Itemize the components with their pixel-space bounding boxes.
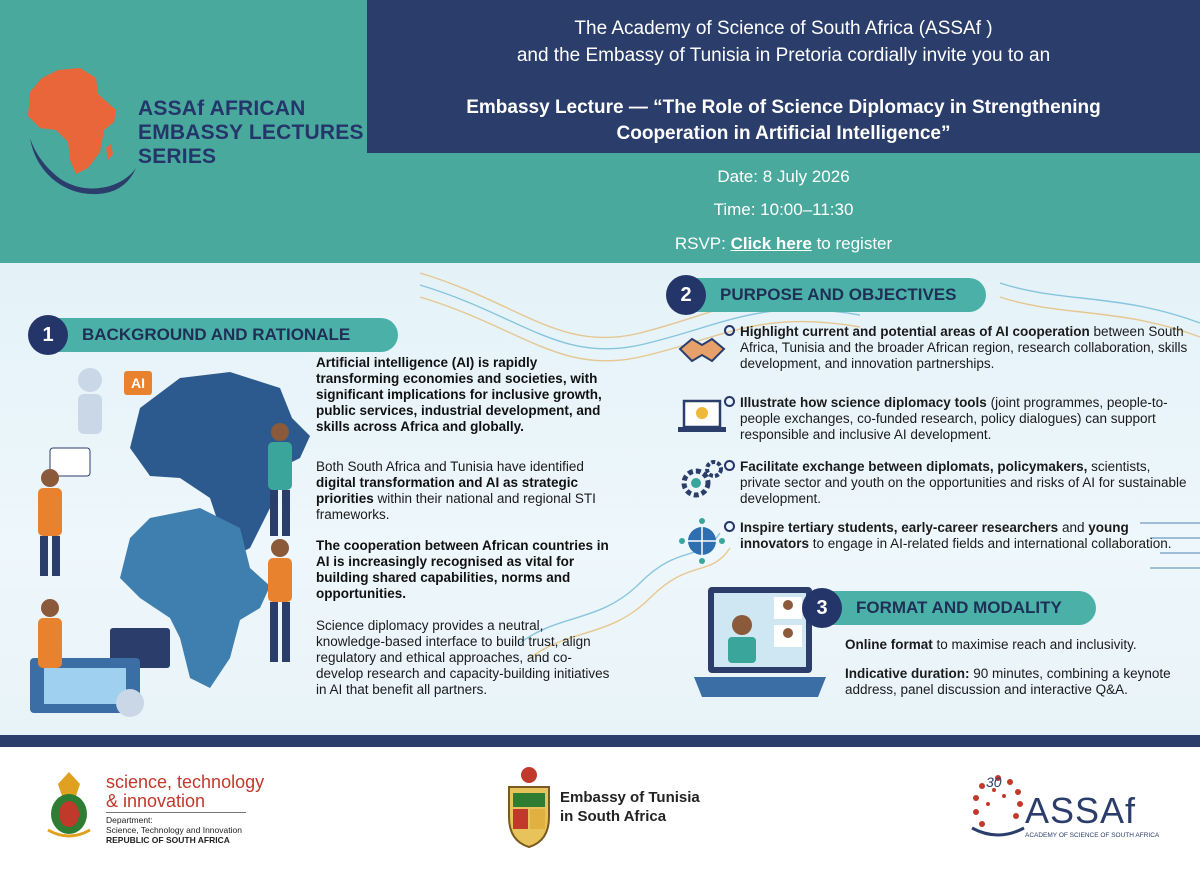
dsi-logo-text	[106, 773, 264, 811]
section-2-number: 2	[666, 275, 706, 315]
tunisia-line-2: in South Africa	[560, 808, 667, 825]
background-p2-b: digital transformation and AI as strategic priorities	[316, 475, 579, 506]
objective-3-bullet	[724, 460, 735, 471]
format-2-bold: Indicative duration:	[845, 666, 970, 681]
dsi-dept-name: Science, Technology and Innovation	[106, 825, 242, 835]
objective-1-bullet	[724, 325, 735, 336]
africa-series-logo	[18, 64, 138, 209]
objective-4-bullet	[724, 521, 735, 532]
objective-1-text: between South Africa, Tunisia and the broader African region, research collaboration, skills development, and innovation partnerships.	[740, 324, 1188, 371]
objective-4	[740, 520, 1190, 552]
objective-2-text: (joint programmes, people-to-people exchanges, co-funded research, policy dialogues) can support responsible and inclusive AI development.	[740, 395, 1168, 442]
objective-2	[740, 395, 1190, 443]
background-paragraph-1	[316, 355, 616, 435]
invitation-line-2: and the Embassy of Tunisia in Pretoria cordially invite you to an	[516, 45, 1051, 66]
laptop-idea-icon	[676, 393, 728, 439]
background-p3-text: The cooperation between African countries in AI is increasingly recognised as vital for building shared capabilities, norms and opportunities.	[316, 538, 609, 601]
background-p4-text: Science diplomacy provides a neutral, knowledge-based interface to build trust, align regulatory and ethical approaches, and co-develop research and capacity-building initiatives in AI that benefit all partners.	[316, 618, 610, 697]
format-1-text: to maximise reach and inclusivity.	[932, 637, 1137, 652]
tunisia-coat-of-arms-logo	[503, 765, 555, 849]
section-1-number: 1	[28, 315, 68, 355]
background-p2-a: Both South Africa and Tunisia have identified	[316, 459, 584, 474]
objective-4-and: and	[1058, 520, 1089, 535]
format-2-text: 90 minutes, combining a keynote address, panel discussion and interactive Q&A.	[845, 666, 1171, 697]
infographic	[0, 263, 1200, 735]
header-band	[0, 0, 1200, 263]
assaf-subtitle: ACADEMY OF SCIENCE OF SOUTH AFRICA	[1025, 832, 1160, 839]
lecture-title-line-2: Cooperation in Artificial Intelligence”	[616, 123, 951, 144]
objective-2-bold: Illustrate how science diplomacy tools	[740, 395, 987, 410]
objective-1	[740, 324, 1190, 372]
objective-3-text: scientists, private sector and youth on the opportunities and risks of AI for sustainable development.	[740, 459, 1187, 506]
objective-4-text: to engage in AI-related fields and international collaboration.	[809, 536, 1172, 551]
south-africa-coat-of-arms-logo	[40, 770, 98, 840]
section-1-title: BACKGROUND AND RATIONALE	[82, 325, 351, 344]
dsi-dept-label: Department:	[106, 815, 153, 825]
format-line-1	[845, 637, 1175, 653]
tunisia-line-1: Embassy of Tunisia	[560, 789, 700, 806]
series-line-1: ASSAf AFRICAN	[138, 97, 306, 120]
rsvp-line	[367, 234, 1200, 254]
tunisia-embassy-text	[560, 788, 700, 826]
assaf-logo-text: ASSAf	[1025, 790, 1137, 831]
gears-icon	[676, 457, 728, 503]
section-3-title: FORMAT AND MODALITY	[856, 598, 1062, 617]
format-line-2	[845, 666, 1175, 698]
section-1-heading	[32, 318, 398, 352]
section-2-heading	[670, 278, 986, 312]
section-2-title: PURPOSE AND OBJECTIVES	[720, 285, 957, 304]
globe-network-icon	[676, 518, 728, 564]
objective-3-bold: Facilitate exchange between diplomats, policymakers,	[740, 459, 1088, 474]
section-3-heading	[806, 591, 1096, 625]
dsi-line-2: & innovation	[106, 791, 206, 811]
section-3-number: 3	[802, 588, 842, 628]
event-date: Date: 8 July 2026	[717, 167, 850, 186]
format-1-bold: Online format	[845, 637, 933, 652]
series-logo-text	[138, 97, 364, 169]
rsvp-register-link[interactable]: Click here	[730, 234, 812, 253]
background-paragraph-3	[316, 538, 616, 602]
series-line-3: SERIES	[138, 145, 217, 168]
africa-ai-illustration	[30, 358, 320, 728]
background-p1-text: Artificial intelligence (AI) is rapidly transforming economies and societies, with significant implications for inclusive growth, public services, industrial development, and skills across Africa and globally.	[316, 355, 602, 434]
invitation-panel	[367, 0, 1200, 153]
rsvp-prefix: RSVP:	[674, 234, 731, 253]
divider-band	[0, 735, 1200, 747]
event-time: Time: 10:00–11:30	[713, 200, 854, 219]
objective-1-bold: Highlight current and potential areas of AI cooperation	[740, 324, 1090, 339]
dsi-department	[106, 812, 246, 845]
objective-4-bold-2: young innovators	[740, 520, 1129, 551]
dsi-line-1: science, technology	[106, 772, 265, 792]
handshake-icon	[676, 327, 728, 373]
invitation-line-1: The Academy of Science of South Africa (ASSAf )	[574, 18, 993, 39]
series-line-2: EMBASSY LECTURES	[138, 121, 364, 144]
objective-2-bullet	[724, 396, 735, 407]
ai-badge: AI	[124, 371, 152, 395]
rsvp-suffix: to register	[811, 234, 893, 253]
objective-3	[740, 459, 1190, 507]
objective-4-bold-1: Inspire tertiary students, early-career researchers	[740, 520, 1059, 535]
dsi-country: REPUBLIC OF SOUTH AFRICA	[106, 835, 230, 845]
background-p2-c: within their national and regional STI frameworks.	[316, 491, 596, 522]
background-paragraph-4	[316, 618, 616, 698]
background-paragraph-2	[316, 459, 616, 523]
lecture-title-line-1: Embassy Lecture — “The Role of Science Diplomacy in Strengthening	[466, 97, 1101, 118]
assaf-years: 30	[986, 774, 1002, 790]
